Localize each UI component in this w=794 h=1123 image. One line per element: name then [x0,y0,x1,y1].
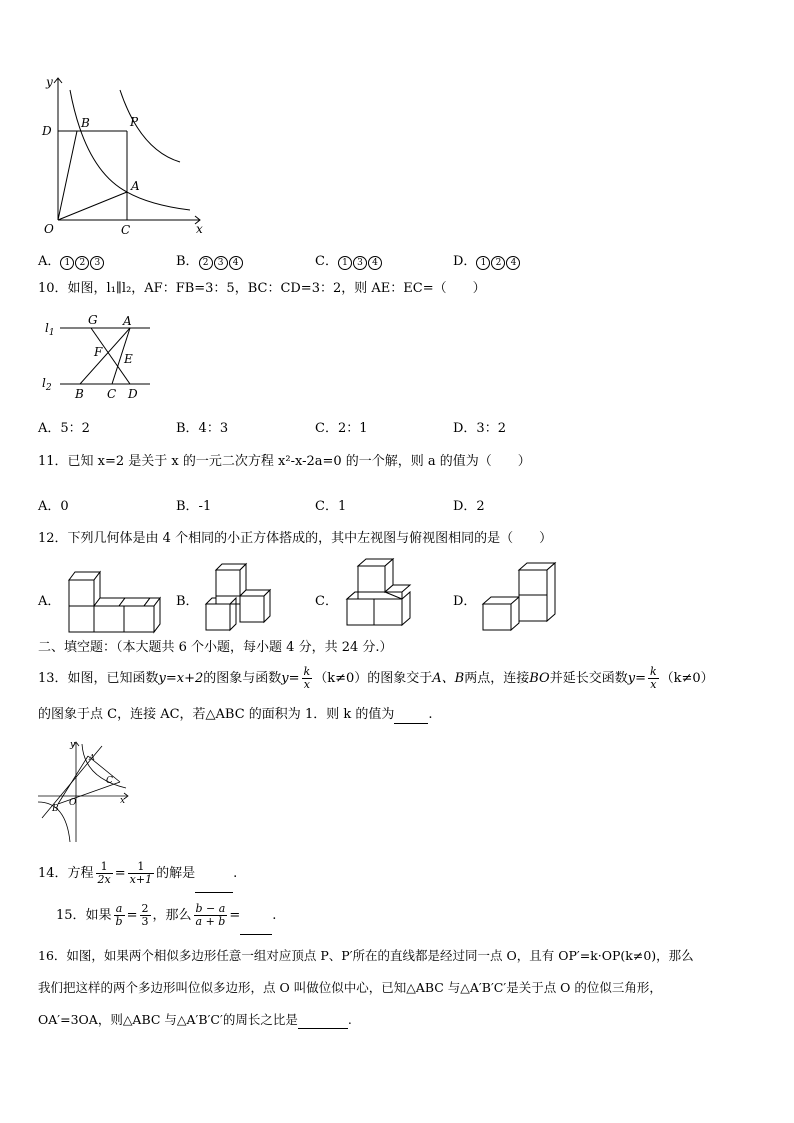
fraction-numerator: a [114,903,125,916]
q10-c-label: C [107,387,117,401]
circled-number: 4 [368,256,382,270]
q15-fraction-23 [140,903,151,928]
q16-line3 [38,1012,352,1029]
circled-number: 1 [60,256,74,270]
q13-fig-c: C [106,776,113,786]
q9-option-d [453,250,521,270]
q13-condition-2: （k≠0） [660,671,714,686]
q15-fraction-ab [114,903,125,928]
option-letter: B． [176,254,199,269]
answer-blank[interactable] [195,856,233,893]
fraction-denominator: 2x [97,873,111,886]
q12-stem: 12．下列几何体是由 4 个相同的小正方体搭成的，其中左视图与俯视图相同的是（ ） [38,531,553,546]
q13-yeq: y= [281,671,300,686]
q12-option-a: A． [38,594,61,609]
circled-number: 2 [75,256,89,270]
q10-figure [38,310,158,402]
q13-fig-o: O [69,798,77,808]
circled-number: 4 [506,256,520,270]
fig9-b-label: B [81,116,90,130]
circled-number: 4 [229,256,243,270]
fig9-a-label: A [131,179,140,193]
q14-text: 的解是 [156,866,196,881]
q15-end: . [272,908,277,923]
circled-number: 1 [338,256,352,270]
q13-fraction [302,666,313,691]
circled-number: 2 [491,256,505,270]
q15-text: 15．如果 [56,908,112,923]
q9-figure [30,70,220,240]
fraction-denominator: a + b [195,915,226,928]
q10-option-c: C．2：1 [315,421,368,436]
circled-number: 2 [199,256,213,270]
q13-text: 两点，连接 [464,671,530,686]
q13-text: 13．如图，已知函数 [38,671,159,686]
q12-figure-b [202,562,282,634]
q11-option-c: C．1 [315,499,347,514]
q15 [56,898,276,935]
q10-g-label: G [88,313,98,327]
q9-option-a [38,250,105,270]
fraction-numerator: b − a [195,902,226,915]
q13-figure [36,738,132,846]
answer-blank[interactable] [298,1012,348,1029]
q16-line2: 我们把这样的两个多边形叫位似多边形，点 O 叫做位似中心，已知△ABC 与△A′B′C′是关于点 O 的位似三角形， [38,980,662,995]
q10-l2-label: $l_2$ [42,376,52,393]
fig9-o-label: O [44,222,54,236]
q13-fig-y: y [70,740,76,750]
q12-figure-a [66,568,166,634]
q13-line1 [38,664,714,694]
fraction-denominator: x [303,678,310,691]
fraction-numerator: 1 [128,861,154,874]
circled-number: 3 [353,256,367,270]
fig9-x-label: x [196,222,203,236]
q10-e-label: E [124,352,133,366]
q13-fig-a: A [89,753,95,762]
option-letter: D． [453,254,477,269]
equals-sign: = [229,908,241,923]
q10-d-label: D [128,387,138,401]
section-two-heading: 二、填空题：（本大题共 6 个小题，每小题 4 分，共 24 分.） [38,640,393,655]
q13-fig-b: B [52,804,59,814]
q11-stem: 11．已知 x=2 是关于 x 的一元二次方程 x²-x-2a=0 的一个解，则 a 的值为（ ） [38,454,531,469]
equals-sign: = [126,908,138,923]
q12-figure-c [344,558,416,630]
q14-end: . [233,866,238,881]
answer-blank[interactable] [240,898,272,935]
q13-condition: （k≠0） [314,671,368,686]
q12-option-c: C． [315,594,338,609]
q15-fraction-expr [194,903,228,928]
q14 [38,856,237,893]
fig9-p-label: P [130,115,139,129]
q10-option-a: A．5：2 [38,421,90,436]
q13-fig-x: x [120,796,126,806]
fraction-numerator: k [303,665,311,678]
fraction-denominator: 3 [141,915,149,928]
q12-option-d: D． [453,594,477,609]
q10-option-d: D．3：2 [453,421,506,436]
fig9-y-label: y [46,75,53,89]
fig9-d-label: D [42,124,52,138]
q15-text: ，那么 [152,908,192,923]
fraction-denominator: b [115,915,123,928]
answer-blank[interactable] [394,707,428,724]
q11-option-a: A．0 [38,499,69,514]
q13-points: A、B [432,671,465,686]
fraction-denominator: x+1 [129,873,153,886]
circled-number: 1 [476,256,490,270]
q13-linear-func: y=x+2 [158,671,204,686]
q13-bo: BO [529,671,550,686]
q13-yeq2: y= [627,671,646,686]
equals-sign: = [114,866,126,881]
q12-figure-d [479,560,565,632]
q13-line2 [38,707,433,724]
fraction-numerator: 2 [141,902,149,915]
q10-option-b: B．4：3 [176,421,229,436]
q10-stem: 10．如图，l₁∥l₂，AF：FB=3：5，BC：CD=3：2，则 AE：EC=（ ） [38,281,486,296]
q14-fraction-right [128,861,154,886]
q10-f-label: F [94,345,103,359]
circled-number: 3 [90,256,104,270]
q12-option-b: B． [176,594,199,609]
q13-end: . [428,707,433,722]
q13-text: 并延长交函数 [549,671,628,686]
circled-number: 3 [214,256,228,270]
q16-line1: 16．如图，如果两个相似多边形任意一组对应顶点 P、P′所在的直线都是经过同一点 O，且有 OP′=k·OP(k≠0)，那么 [38,948,694,963]
q14-text: 14．方程 [38,866,94,881]
fig9-c-label: C [121,223,131,237]
q11-option-d: D．2 [453,499,485,514]
option-letter: C． [315,254,338,269]
q9-option-c [315,250,383,270]
q16-end: . [347,1012,352,1027]
q16-line3-text: OA′=3OA，则△ABC 与△A′B′C′的周长之比是 [38,1012,298,1027]
q9-option-b [176,250,244,270]
q14-fraction-left [96,861,113,886]
q11-option-b: B．-1 [176,499,212,514]
q10-b-label: B [75,387,84,401]
q13-fraction-2 [648,666,659,691]
fraction-denominator: x [650,678,657,691]
q13-text: 的图象与函数 [203,671,282,686]
option-letter: A． [38,254,61,269]
fraction-numerator: 1 [96,861,113,874]
q10-a-label: A [123,314,132,328]
q10-l1-label: $l_1$ [45,321,55,338]
fraction-numerator: k [649,665,657,678]
q13-line2-text: 的图象于点 C，连接 AC，若△ABC 的面积为 1．则 k 的值为 [38,707,395,722]
q13-text: 的图象交于 [367,671,433,686]
